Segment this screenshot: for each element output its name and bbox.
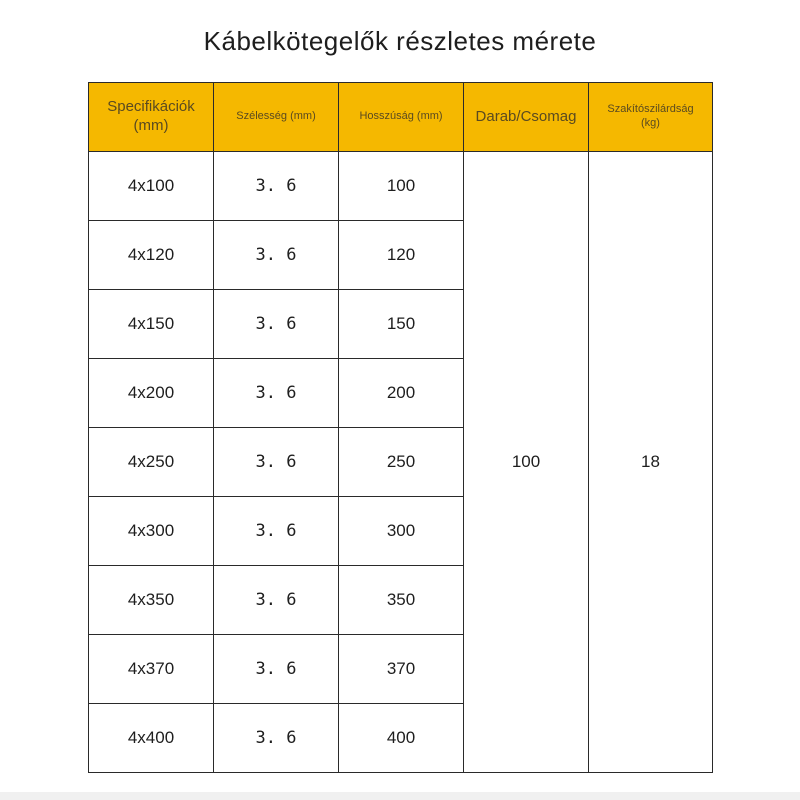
width-cell: 3. 6 xyxy=(214,566,339,635)
spec-cell: 4x250 xyxy=(89,428,214,497)
header-row xyxy=(89,83,713,152)
length-cell: 370 xyxy=(339,635,464,704)
spec-cell: 4x300 xyxy=(89,497,214,566)
width-cell: 3. 6 xyxy=(214,221,339,290)
spec-table xyxy=(88,82,713,773)
width-cell: 3. 6 xyxy=(214,428,339,497)
length-cell: 250 xyxy=(339,428,464,497)
length-cell: 350 xyxy=(339,566,464,635)
header-pack xyxy=(464,83,589,152)
header-length-label: Hosszúság (mm) xyxy=(359,110,443,123)
header-spec-label: Specifikációk (mm) xyxy=(107,98,195,134)
header-pack-label: Darab/Csomag xyxy=(475,107,577,125)
width-cell: 3. 6 xyxy=(214,704,339,773)
header-strength xyxy=(589,83,713,152)
header-length xyxy=(339,83,464,152)
pack-cell: 100 xyxy=(464,152,589,773)
header-width-label: Szélesség (mm) xyxy=(236,110,316,123)
spec-cell: 4x400 xyxy=(89,704,214,773)
width-cell: 3. 6 xyxy=(214,152,339,221)
width-cell: 3. 6 xyxy=(214,290,339,359)
length-cell: 150 xyxy=(339,290,464,359)
length-cell: 120 xyxy=(339,221,464,290)
spec-cell: 4x100 xyxy=(89,152,214,221)
table-row xyxy=(89,152,713,221)
spec-cell: 4x120 xyxy=(89,221,214,290)
length-cell: 200 xyxy=(339,359,464,428)
length-cell: 100 xyxy=(339,152,464,221)
header-spec xyxy=(89,83,214,152)
spec-cell: 4x370 xyxy=(89,635,214,704)
width-cell: 3. 6 xyxy=(214,359,339,428)
header-width xyxy=(214,83,339,152)
spec-cell: 4x200 xyxy=(89,359,214,428)
page-title: Kábelkötegelők részletes mérete xyxy=(203,26,597,56)
spec-cell: 4x150 xyxy=(89,290,214,359)
length-cell: 300 xyxy=(339,497,464,566)
bottom-divider xyxy=(0,792,800,800)
width-cell: 3. 6 xyxy=(214,635,339,704)
header-strength-label: Szakítószilárdság (kg) xyxy=(607,103,694,129)
strength-cell: 18 xyxy=(589,152,713,773)
length-cell: 400 xyxy=(339,704,464,773)
spec-cell: 4x350 xyxy=(89,566,214,635)
width-cell: 3. 6 xyxy=(214,497,339,566)
